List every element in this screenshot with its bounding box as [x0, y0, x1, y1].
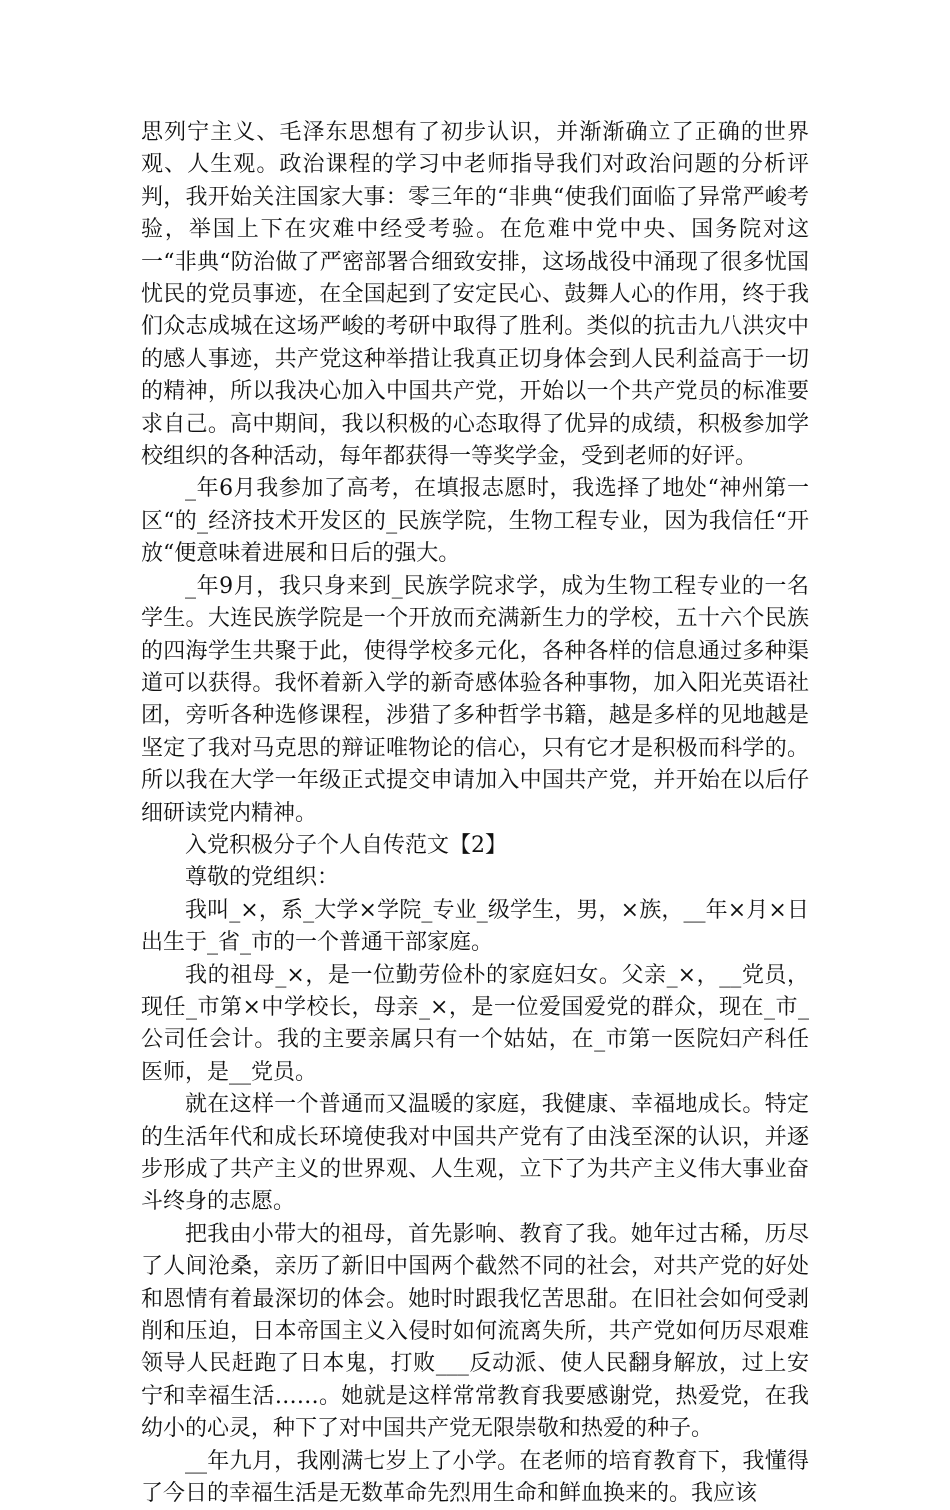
section-heading: 入党积极分子个人自传范文【2】 [185, 832, 507, 858]
paragraph-8: __年九月，我刚满七岁上了小学。在老师的培育教育下，我懂得了今日的幸福生活是无数革命先烈用生命和鲜血换来的。我应该 [141, 1448, 809, 1507]
paragraph-2: _年6月我参加了高考，在填报志愿时，我选择了地处“神州第一区“的_经济技术开发区的_民族学院，生物工程专业，因为我信任“开放“便意味着进展和日后的强大。 [141, 476, 809, 567]
document-page [141, 117, 809, 1510]
paragraph-3: _年9月，我只身来到_民族学院求学，成为生物工程专业的一名学生。大连民族学院是一个开放而充满新生力的学校，五十六个民族的四海学生共聚于此，使得学校多元化，各种各样的信息通过多种渠道可以获得。我怀着新入学的新奇感体验各种事物，加入阳光英语社团，旁听各种选修课程，涉猎了多种哲学书籍，越是多样的见地越是坚定了我对马克思的辩证唯物论的信心，只有它才是积极而科学的。所以我在大学一年级正式提交申请加入中国共产党，并开始在以后仔细研读党内精神。 [141, 573, 809, 826]
salutation: 尊敬的党组织： [185, 865, 340, 891]
paragraph-7: 把我由小带大的祖母，首先影响、教育了我。她年过古稀，历尽了人间沧桑，亲历了新旧中国两个截然不同的社会，对共产党的好处和恩情有着最深切的体会。她时时跟我忆苦思甜。在旧社会如何受剥削和压迫，日本帝国主义入侵时如何流离失所，共产党如何历尽艰难领导人民赶跑了日本鬼，打败___反动派、使人民翻身解放，过上安宁和幸福生活……。她就是这样常常教育我要感谢党，热爱党，在我幼小的心灵，种下了对中国共产党无限崇敬和热爱的种子。 [141, 1221, 809, 1442]
paragraph-1: 思列宁主义、毛泽东思想有了初步认识，并渐渐确立了正确的世界观、人生观。政治课程的学习中老师指导我们对政治问题的分析评判，我开始关注国家大事：零三年的“非典“使我们面临了异常严峻考验，举国上下在灾难中经受考验。在危难中党中央、国务院对这一“非典“防治做了严密部署合细致安排，这场战役中涌现了很多忧国忧民的党员事迹，在全国起到了安定民心、鼓舞人心的作用，终于我们众志成城在这场严峻的考研中取得了胜利。类似的抗击九八洪灾中的感人事迹，共产党这种举措让我真正切身体会到人民利益高于一切的精神，所以我决心加入中国共产党，开始以一个共产党员的标准要求自己。高中期间，我以积极的心态取得了优异的成绩，积极参加学校组织的各种活动，每年都获得一等奖学金，受到老师的好评。 [141, 120, 809, 470]
paragraph-5: 我的祖母_×，是一位勤劳俭朴的家庭妇女。父亲_×，__党员，现任_市第×中学校长，母亲_×，是一位爱国爱党的群众，现在_市_公司任会计。我的主要亲属只有一个姑姑，在_市第一医院妇产科任医师，是__党员。 [141, 962, 809, 1085]
paragraph-6: 就在这样一个普通而又温暖的家庭，我健康、幸福地成长。特定的生活年代和成长环境使我对中国共产党有了由浅至深的认识，并逐步形成了共产主义的世界观、人生观，立下了为共产主义伟大事业奋斗终身的志愿。 [141, 1092, 809, 1215]
paragraph-4: 我叫_×，系_大学×学院_专业_级学生，男，×族，__年×月×日出生于_省_市的一个普通干部家庭。 [141, 897, 809, 956]
